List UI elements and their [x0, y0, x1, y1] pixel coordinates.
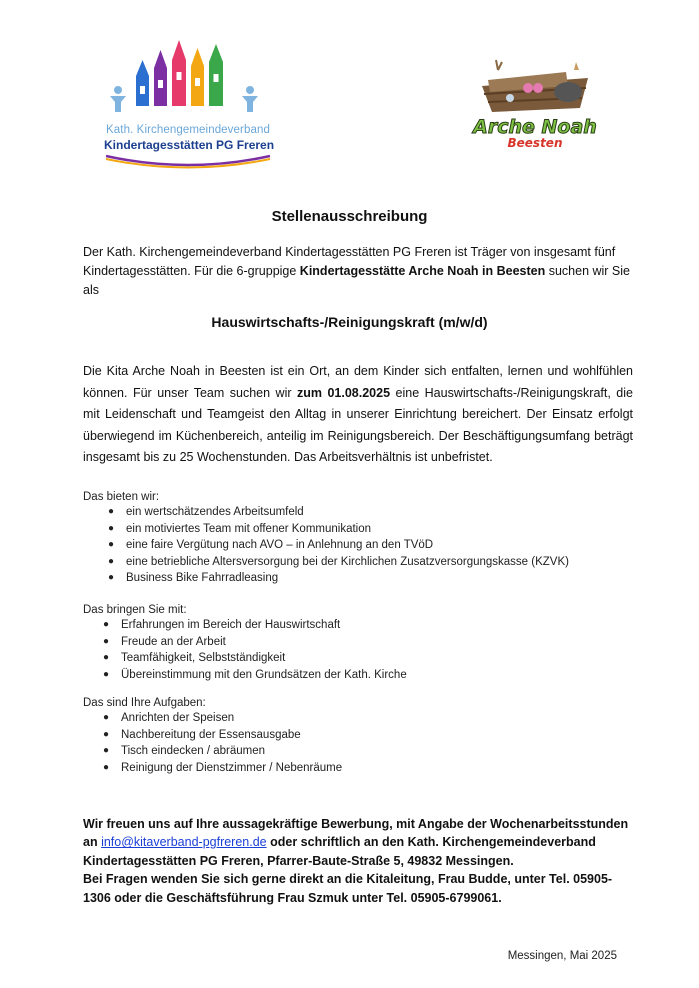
bullet-icon: ● [103, 712, 110, 723]
job-title: Hauswirtschafts-/Reinigungskraft (m/w/d) [211, 314, 488, 330]
logo-org-line1: Kath. Kirchengemeindeverband [106, 124, 270, 136]
logo-org-line2: Kindertagesstätten PG Freren [104, 138, 275, 152]
bullet-icon: ● [103, 619, 110, 630]
email-link[interactable]: info@kitaverband-pgfreren.de [101, 835, 267, 850]
list-item [103, 667, 407, 684]
arche-noah-place: Beesten [507, 136, 563, 150]
tasks-list [103, 710, 343, 776]
list-item [108, 537, 569, 554]
tasks-heading: Das sind Ihre Aufgaben: [83, 697, 206, 709]
list-item-text: ein wertschätzendes Arbeitsumfeld [126, 506, 304, 518]
bullet-icon: ● [108, 522, 115, 534]
list-item-text: Business Bike Fahrradleasing [126, 572, 279, 585]
closing-paragraph [83, 815, 633, 907]
bullet-icon: ● [108, 572, 115, 584]
bullet-icon: ● [108, 555, 115, 567]
requirements-list [103, 617, 407, 683]
list-item-text: Reinigung der Dienstzimmer / Nebenräume [121, 761, 343, 774]
start-date: zum 01.08.2025 [297, 385, 391, 400]
list-item-text: ein motiviertes Team mit offener Kommunikation [126, 522, 372, 535]
bullet-icon: ● [103, 728, 110, 740]
list-item-text: Teamfähigkeit, Selbstständigkeit [121, 652, 286, 665]
kindergarten-association-logo [104, 38, 275, 178]
list-item [108, 554, 569, 571]
closing-text: Wir freuen uns auf Ihre aussagekräftige Bewerbung, mit Angabe der Wochenarbeitsstunden an [83, 817, 629, 850]
rainbow-swoosh-icon [104, 152, 272, 172]
bullet-icon: ● [103, 635, 110, 647]
list-item-text: Freude an der Arbeit [121, 635, 226, 648]
intro-text-end: suchen wir Sie als [83, 264, 630, 297]
requirements-heading: Das bringen Sie mit: [83, 604, 187, 616]
date-line: Messingen, Mai 2025 [507, 950, 617, 962]
list-item [103, 743, 342, 760]
list-item [103, 760, 343, 777]
bullet-icon: ● [103, 761, 110, 773]
list-item [103, 634, 407, 651]
list-item-text: Übereinstimmung mit den Grundsätzen der Kath. Kirche [121, 668, 407, 681]
list-item-text: eine faire Vergütung nach AVO – in Anlehnung an den TVöD [126, 539, 434, 552]
bullet-icon: ● [108, 539, 115, 551]
list-item-text: eine betriebliche Altersversorgung bei der Kirchlichen Zusatzversorgungskasse (KZVK) [126, 555, 569, 568]
offer-heading: Das bieten wir: [83, 491, 160, 503]
intro-text: Der Kath. Kirchengemeindeverband Kindertagesstätten PG Freren ist Träger von insgesamt fünf Kindertagesstätten. Für die 6-gruppige [83, 245, 616, 278]
bullet-icon: ● [103, 652, 110, 664]
arche-noah-logo [470, 58, 600, 156]
description-paragraph [83, 361, 633, 469]
list-item [103, 650, 407, 667]
intro-paragraph [83, 243, 633, 300]
document-title: Stellenausschreibung [271, 208, 428, 225]
description-text: Die Kita Arche Noah in Beesten ist ein Ort, an dem Kinder sich entfalten, lernen und wohlfühlen können. Für unser Team suchen wir [83, 364, 633, 400]
intro-kita-name: Kindertagesstätte Arche Noah in Beesten [299, 264, 546, 278]
closing-address: oder schriftlich an den Kath. Kirchengemeindeverband Kindertagesstätten PG Freren, Pfarrer-Baute-Straße 5, 49832 Messingen. [83, 835, 596, 868]
bullet-icon: ● [103, 745, 110, 757]
list-item-text: Nachbereitung der Essensausgabe [121, 728, 301, 741]
list-item-text: Anrichten der Speisen [121, 712, 235, 724]
church-towers-icon [104, 38, 272, 128]
closing-contact: Bei Fragen wenden Sie sich gerne direkt an die Kitaleitung, Frau Budde, unter Tel. 05905-1306 oder die Geschäftsführung Frau Szmuk unter Tel. 05905-6799061. [83, 872, 613, 905]
bullet-icon: ● [108, 506, 115, 517]
description-text-end: eine Hauswirtschafts-/Reinigungskraft, die mit Leidenschaft und Teamgeist den Alltag in unserer Einrichtung bereichert. Der Einsatz erfolgt überwiegend im Küchenbereich, anteilig im Reinigungsbereich. Der Beschäftigungsumfang beträgt insgesamt bis zu 25 Wochenstunden. Das Arbeitsverhältnis ist unbefristet. [83, 385, 633, 465]
list-item-text: Tisch eindecken / abräumen [121, 745, 266, 758]
list-item [103, 727, 342, 744]
list-item [108, 570, 569, 587]
offer-list [108, 504, 569, 587]
arche-noah-wordmark: Arche Noah [473, 116, 597, 138]
bullet-icon: ● [103, 668, 110, 680]
list-item [103, 617, 407, 634]
list-item-text: Erfahrungen im Bereich der Hauswirtschaft [121, 619, 341, 631]
list-item [103, 710, 342, 727]
list-item [108, 504, 569, 521]
list-item [108, 521, 569, 538]
